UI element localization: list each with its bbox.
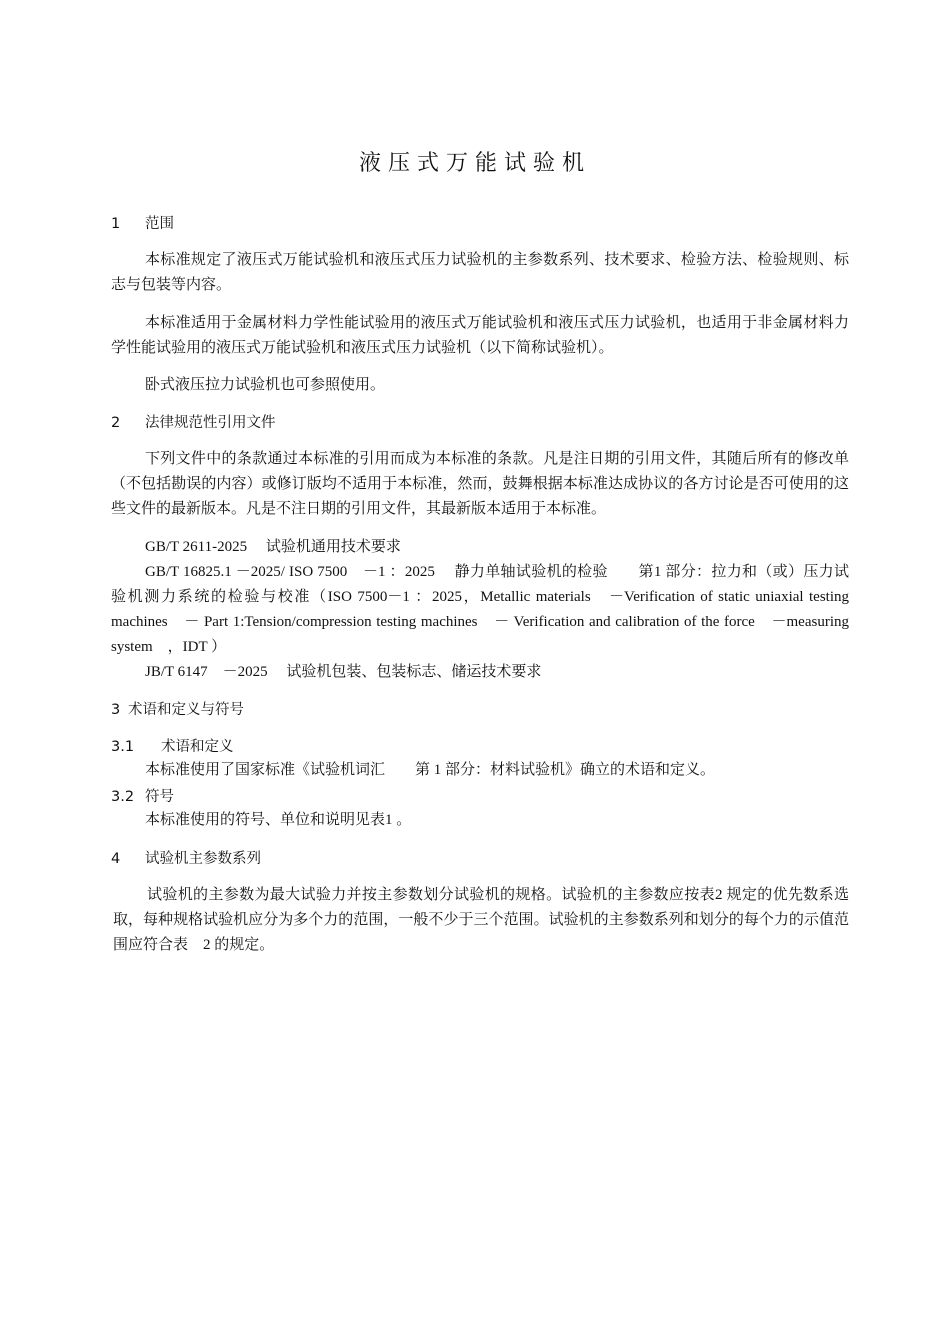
section-title: 术语和定义与符号 — [128, 702, 244, 718]
section-2-heading — [111, 413, 276, 433]
page-title: 液压式万能试验机 — [358, 151, 591, 176]
subsection-3-1-heading — [111, 737, 234, 757]
section-number: 3 — [111, 702, 121, 718]
section-title: 符号 — [145, 789, 174, 805]
reference-item: JB/T 6147 －2025 试验机包装、包装标志、储运技术要求 — [145, 664, 542, 680]
paragraph: 本标准使用的符号、单位和说明见表1 。 — [145, 812, 412, 828]
reference-item: GB/T 2611-2025 试验机通用技术要求 — [145, 539, 401, 555]
paragraph: 试验机的主参数为最大试验力并按主参数划分试验机的规格。试验机的主参数应按表2 规定的优先数系选取，每种规格试验机应分为多个力的范围，一般不少于三个范围。试验机的主参数系列和划分的每个力的示值范围应符合表 2 的规定。 — [113, 887, 849, 953]
section-number: 2 — [111, 415, 121, 431]
section-1-heading — [111, 214, 174, 234]
paragraph: 本标准使用了国家标准《试验机词汇 第 1 部分：材料试验机》确立的术语和定义。 — [145, 762, 716, 778]
section-title: 试验机主参数系列 — [145, 851, 261, 867]
paragraph: 本标准适用于金属材料力学性能试验用的液压式万能试验机和液压式压力试验机，也适用于非金属材料力学性能试验用的液压式万能试验机和液压式压力试验机（以下简称试验机）。 — [111, 315, 849, 356]
section-4-heading — [111, 849, 261, 869]
paragraph: 下列文件中的条款通过本标准的引用而成为本标准的条款。凡是注日期的引用文件，其随后所有的修改单（不包括勘误的内容）或修订版均不适用于本标准，然而，鼓舞根据本标准达成协议的各方讨论是否可使用的这些文件的最新版本。凡是不注日期的引用文件，其最新版本适用于本标准。 — [111, 451, 849, 517]
reference-item: GB/T 16825.1 －2025/ ISO 7500 －1 ：2025 静力单轴试验机的检验 第1 部分：拉力和（或）压力试验机测力系统的检验与校准（ISO 7500－1 ：2025，Metallic materials －Verification of static uniaxial testing machines － Part 1:Tension/compression testing machines － Verification and calibration of the force －measuring system ，IDT ） — [111, 564, 849, 655]
section-title: 术语和定义 — [161, 739, 234, 755]
subsection-3-2-heading — [111, 787, 174, 807]
section-3-heading — [111, 700, 244, 720]
section-number: 1 — [111, 216, 121, 232]
paragraph: 卧式液压拉力试验机也可参照使用。 — [145, 377, 386, 393]
paragraph: 本标准规定了液压式万能试验机和液压式压力试验机的主参数系列、技术要求、检验方法、检验规则、标志与包装等内容。 — [111, 252, 849, 293]
section-title: 法律规范性引用文件 — [145, 415, 276, 431]
section-number: 4 — [111, 851, 121, 867]
section-title: 范围 — [145, 216, 174, 232]
section-number: 3.1 — [111, 739, 135, 755]
section-number: 3.2 — [111, 789, 135, 805]
